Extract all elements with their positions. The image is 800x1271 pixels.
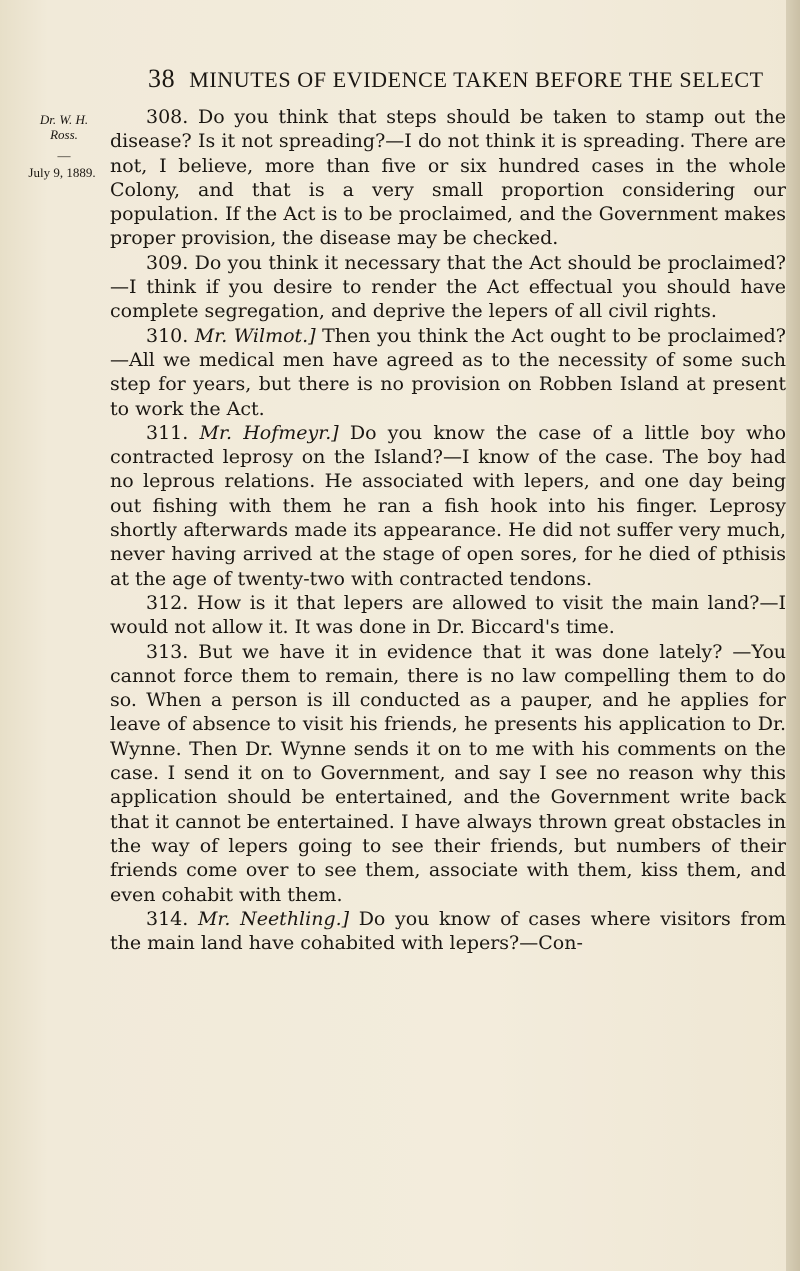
question-number: 311. bbox=[146, 421, 189, 444]
question-text: But we have it in evidence that it was done lately? —You cannot force them to remain, there is no law compelling them to do so. When a person is ill conducted as a pauper, and he applies for leave of absence to visit his friends, he presents his application to Dr. Wynne. Then Dr. Wynne sends it on to me with his comments on the case. I send it on to Government, and say I see no reason why this application should be entertained, and the Government write back that it cannot be entertained. I have always thrown great obstacles in the way of lepers going to see their friends, but numbers of their friends come over to see them, associate with them, kiss them, and even cohabit with them. bbox=[110, 640, 786, 906]
question-text: Do you think that steps should be taken to stamp out the disease? Is it not spreading?—I do not think it is spreading. There are not, I believe, more than five or six hundred cases in the whole Colony, and that is a very small proportion considering our population. If the Act is to be proclaimed, and the Government makes proper provision, the disease may be checked. bbox=[110, 106, 786, 250]
question-text: Do you know of cases where visitors from the main land have cohabited with lepers?—Con- bbox=[110, 907, 786, 955]
running-head bbox=[148, 64, 764, 94]
question-number: 309. bbox=[146, 251, 189, 274]
margin-dash: — bbox=[57, 148, 71, 163]
question-312 bbox=[110, 591, 786, 640]
question-text: Do you think it necessary that the Act should be proclaimed?—I think if you desire to render the Act effectual you should have complete segregation, and deprive the lepers of all civil rights. bbox=[110, 251, 786, 323]
question-314 bbox=[110, 907, 786, 956]
question-number: 310. bbox=[146, 324, 189, 347]
hearing-date: July 9, 1889. bbox=[28, 165, 96, 180]
question-number: 314. bbox=[146, 907, 189, 930]
speaker-name: Mr. Hofmeyr.] bbox=[199, 421, 339, 444]
witness-name: Dr. W. H. Ross. bbox=[39, 112, 89, 142]
question-number: 312. bbox=[146, 591, 189, 614]
speaker-name: Mr. Wilmot.] bbox=[194, 324, 316, 347]
question-number: 308. bbox=[146, 106, 189, 128]
page-number: 38 bbox=[148, 64, 176, 93]
question-310 bbox=[110, 324, 786, 421]
question-number: 313. bbox=[146, 640, 189, 663]
body-text bbox=[110, 105, 786, 955]
question-313 bbox=[110, 640, 786, 907]
question-309 bbox=[110, 251, 786, 324]
header-title: MINUTES OF EVIDENCE TAKEN BEFORE THE SELECT bbox=[189, 67, 764, 92]
question-308 bbox=[110, 105, 786, 251]
page-edge bbox=[786, 0, 800, 1271]
question-text: Then you think the Act ought to be proclaimed?—All we medical men have agreed as to the necessity of some such step for years, but there is no provision on Robben Island at present to work the Act. bbox=[110, 324, 786, 420]
question-text: How is it that lepers are allowed to visit the main land?—I would not allow it. It was done in Dr. Biccard's time. bbox=[110, 591, 786, 639]
speaker-name: Mr. Neethling.] bbox=[197, 907, 350, 930]
margin-note bbox=[28, 112, 100, 180]
question-311 bbox=[110, 421, 786, 591]
question-text: Do you know the case of a little boy who contracted leprosy on the Island?—I know of the case. The boy had no leprous relations. He associated with lepers, and one day being out fishing with them he ran a fish hook into his finger. Leprosy shortly afterwards made its appearance. He did not suffer very much, never having arrived at the stage of open sores, for he died of pthisis at the age of twenty-two with contracted tendons. bbox=[110, 421, 787, 590]
